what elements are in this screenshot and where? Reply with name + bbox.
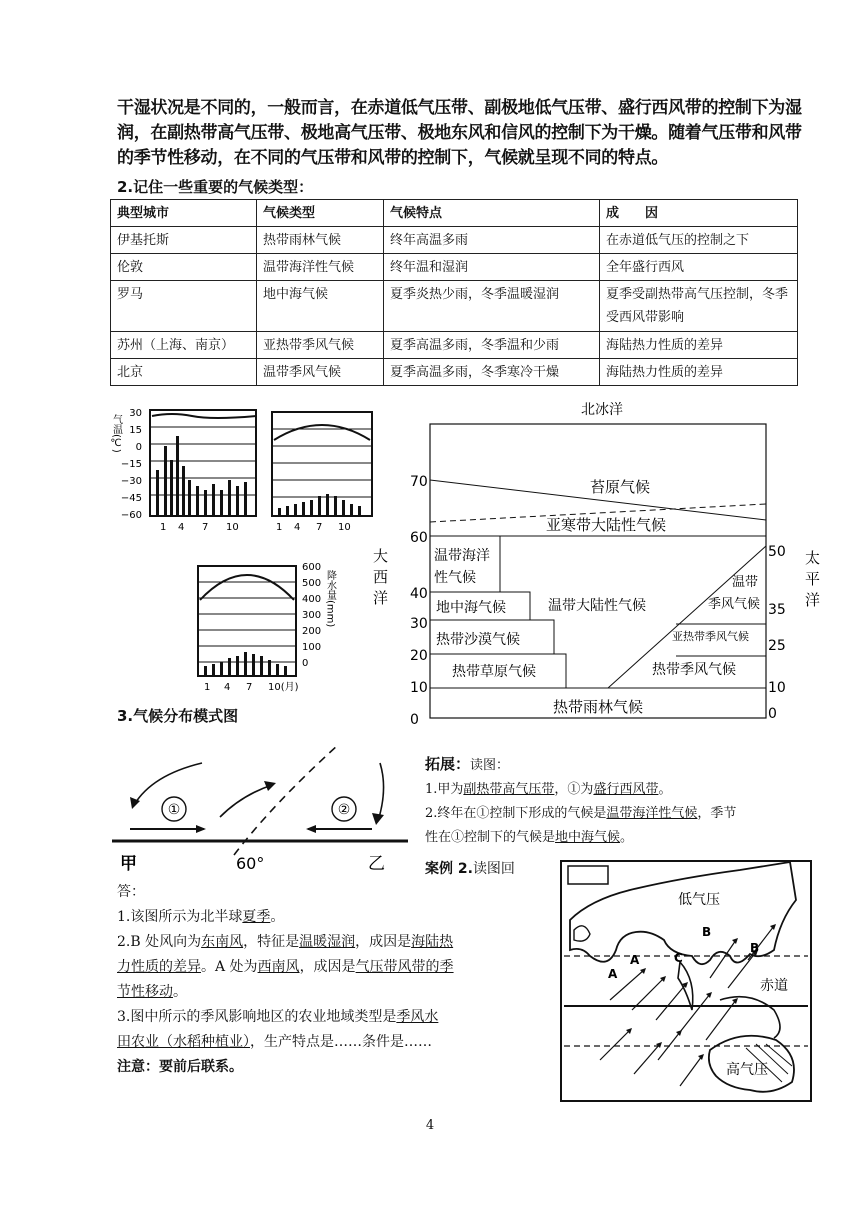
point-a-label: A <box>630 953 640 967</box>
case2-title-rest: 读图回 <box>472 861 515 877</box>
degree-label: 60° <box>236 854 265 873</box>
chart1-ylabel: 气温(℃) <box>110 414 122 453</box>
temperature-chart <box>110 408 256 533</box>
table-row <box>111 332 798 359</box>
ytick-label: 0 <box>135 442 142 453</box>
desert-label: 热带沙漠气候 <box>436 632 520 648</box>
temperate-monsoon-label-2: 季风气候 <box>708 597 761 612</box>
xtick-label: 4 <box>224 682 231 693</box>
ytick-label: 300 <box>302 610 322 621</box>
table-cell: 伊基托斯 <box>111 227 257 254</box>
text: 1.甲为 <box>425 782 464 797</box>
text: ，特征是 <box>243 934 300 950</box>
answer-text: 温暖湿润 <box>299 934 356 950</box>
table-row <box>111 281 798 332</box>
answer-text: 地中海气候 <box>555 830 621 845</box>
xtick-label: 1 <box>160 522 167 533</box>
circle-2-label: ② <box>337 802 351 818</box>
monsoon-map <box>560 860 812 1102</box>
table-cell: 伦敦 <box>111 254 257 281</box>
marine-label-1: 温带海洋 <box>434 548 490 564</box>
right-lat-label: 35 <box>768 602 786 618</box>
extend-block <box>425 752 815 850</box>
xtick-label: 4 <box>178 522 185 533</box>
table-cell: 地中海气候 <box>257 281 384 332</box>
xtick-label: 1 <box>276 522 283 533</box>
text: 3.图中所示的季风影响地区的农业地域类型是 <box>117 1009 397 1025</box>
answer-text: 气压带风带的季 <box>355 959 454 975</box>
yi-label: 乙 <box>368 854 385 874</box>
text: 2.终年在①控制下形成的气候是 <box>425 806 607 821</box>
point-b-label: B <box>702 925 712 939</box>
table-cell: 终年温和湿润 <box>384 254 600 281</box>
text: 。 <box>658 782 672 797</box>
ytick-label: 200 <box>302 626 322 637</box>
left-lat-label: 40 <box>410 586 428 602</box>
case2-title: 案例 2. <box>425 861 473 877</box>
extend-title: 拓展： <box>425 755 471 773</box>
ytick-label: 30 <box>129 408 142 419</box>
table-header-cell: 成 因 <box>600 200 798 227</box>
answer-text: 夏季 <box>242 909 271 925</box>
text: 。 <box>173 984 187 1000</box>
xtick-label: 10 <box>226 522 239 533</box>
ytick-label: −60 <box>120 510 142 521</box>
answer-text: 海陆热 <box>411 934 454 950</box>
temperate-monsoon-label-1: 温带 <box>732 575 759 590</box>
mediterranean-label: 地中海气候 <box>436 600 506 616</box>
tundra-label: 苔原气候 <box>589 478 651 496</box>
answer-text: 节性移动 <box>117 984 173 1000</box>
climate-chart-2 <box>272 412 372 533</box>
answer-label: 答： <box>117 884 145 900</box>
equator-label: 赤道 <box>760 978 788 994</box>
page-number: 4 <box>425 1118 435 1133</box>
table-cell: 苏州（上海、南京） <box>111 332 257 359</box>
xtick-label: 1 <box>204 682 211 693</box>
left-lat-label: 20 <box>410 648 428 664</box>
xtick-label: 10(月) <box>268 682 299 693</box>
table-cell: 亚热带季风气候 <box>257 332 384 359</box>
table-cell: 终年高温多雨 <box>384 227 600 254</box>
answer-text: 力性质的差异 <box>117 959 201 975</box>
ytick-label: 600 <box>302 562 322 573</box>
ytick-label: −15 <box>120 459 142 470</box>
left-lat-label: 10 <box>410 680 428 696</box>
xtick-label: 4 <box>294 522 301 533</box>
jia-label: 甲 <box>120 854 137 874</box>
climate-types-table <box>110 199 798 386</box>
temperate-continental-label: 温带大陆性气候 <box>548 598 646 614</box>
answer-text: 温带海洋性气候 <box>606 806 698 821</box>
table-cell: 温带海洋性气候 <box>257 254 384 281</box>
table-header-cell: 气候特点 <box>384 200 600 227</box>
climate-model-diagram <box>371 398 836 728</box>
case2-title-row <box>425 858 515 878</box>
intro-paragraph: 干湿状况是不同的，一般而言，在赤道低气压带、副极地低气压带、盛行西风带的控制下为湿润，在副热带高气压带、极地高气压带、极地东风和信风的控制下为干燥。随着气压带和风带的季节性移动，在不同的气压带和风带的控制下，气候就呈现不同的特点。 <box>117 98 802 168</box>
table-header-cell: 气候类型 <box>257 200 384 227</box>
section-3-heading: 3.气候分布模式图 <box>117 707 239 725</box>
text: ，生产特点是……条件是…… <box>250 1034 432 1050</box>
tropical-monsoon-label: 热带季风气候 <box>652 662 736 678</box>
answer-text: 东南风 <box>201 934 244 950</box>
extend-title-rest: 读图： <box>470 758 510 773</box>
table-cell: 夏季高温多雨，冬季温和少雨 <box>384 332 600 359</box>
left-lat-label: 70 <box>410 474 428 490</box>
ytick-label: 0 <box>302 658 309 669</box>
table-cell: 夏季受副热带高气压控制，冬季受西风带影响 <box>600 281 798 332</box>
ytick-label: −30 <box>120 476 142 487</box>
table-row <box>111 227 798 254</box>
xtick-label: 7 <box>202 522 209 533</box>
table-cell: 全年盛行西风 <box>600 254 798 281</box>
left-lat-label: 60 <box>410 530 428 546</box>
text: ，成因是 <box>299 959 356 975</box>
climate-charts-figure <box>112 400 397 700</box>
text: 。 <box>270 909 285 925</box>
arctic-ocean-label: 北冰洋 <box>581 402 623 418</box>
table-header-cell: 典型城市 <box>111 200 257 227</box>
left-lat-label: 0 <box>410 712 419 728</box>
rainforest-label: 热带雨林气候 <box>552 698 644 716</box>
answer-text: 季风水 <box>396 1009 439 1025</box>
text: 1.该图所示为北半球 <box>117 909 243 925</box>
text: 性在①控制下的气候是 <box>425 830 556 845</box>
xtick-label: 7 <box>316 522 323 533</box>
text: ，季节 <box>697 806 737 821</box>
right-lat-label: 0 <box>768 706 777 722</box>
table-cell: 夏季高温多雨，冬季寒冷干燥 <box>384 359 600 386</box>
ytick-label: 100 <box>302 642 322 653</box>
high-pressure-label: 高气压 <box>726 1062 768 1078</box>
text: ，①为 <box>554 782 594 797</box>
table-cell: 北京 <box>111 359 257 386</box>
atlantic-label: 大西洋 <box>371 548 389 611</box>
ytick-label: 500 <box>302 578 322 589</box>
table-cell: 海陆热力性质的差异 <box>600 332 798 359</box>
table-cell: 夏季炎热少雨，冬季温暖湿润 <box>384 281 600 332</box>
point-c-label: C <box>674 951 683 965</box>
circle-1-label: ① <box>167 802 181 818</box>
answer-text: 盛行西风带 <box>593 782 659 797</box>
point-b-label: B <box>750 941 760 955</box>
xtick-label: 10 <box>338 522 351 533</box>
table-cell: 海陆热力性质的差异 <box>600 359 798 386</box>
section-2-heading: 2.记住一些重要的气候类型： <box>117 178 314 196</box>
pacific-label: 太平洋 <box>803 550 821 613</box>
answer-text: 副热带高气压带 <box>463 782 555 797</box>
answer-text: 西南风 <box>257 959 300 975</box>
text: 。 <box>620 830 634 845</box>
subarctic-label: 亚寒带大陆性气候 <box>545 516 667 534</box>
right-lat-label: 10 <box>768 680 786 696</box>
right-lat-label: 50 <box>768 544 786 560</box>
table-cell: 罗马 <box>111 281 257 332</box>
ytick-label: 400 <box>302 594 322 605</box>
table-header-row <box>111 200 798 227</box>
ytick-label: −45 <box>120 493 142 504</box>
table-row <box>111 359 798 386</box>
low-pressure-label: 低气压 <box>678 892 720 908</box>
point-a-label: A <box>608 967 618 981</box>
table-row <box>111 254 798 281</box>
table-cell: 热带雨林气候 <box>257 227 384 254</box>
note-text: 注意：要前后联系。 <box>117 1059 243 1075</box>
table-cell: 温带季风气候 <box>257 359 384 386</box>
marine-label-2: 性气候 <box>434 570 476 586</box>
right-lat-label: 25 <box>768 638 786 654</box>
ytick-label: 15 <box>129 425 142 436</box>
answer-text: 田农业（水稻种植业） <box>117 1034 250 1050</box>
precipitation-chart <box>198 562 337 693</box>
table-cell: 在赤道低气压的控制之下 <box>600 227 798 254</box>
left-lat-label: 30 <box>410 616 428 632</box>
wind-belt-sketch <box>112 745 412 875</box>
chart3-ylabel: 降水量(mm) <box>324 570 336 628</box>
text: 。A 处为 <box>201 959 258 975</box>
text: ，成因是 <box>355 934 412 950</box>
text: 2.B 处风向为 <box>117 934 202 950</box>
savanna-label: 热带草原气候 <box>452 664 536 680</box>
xtick-label: 7 <box>246 682 253 693</box>
subtropical-monsoon-label: 亚热带季风气候 <box>672 630 749 643</box>
case2-answers <box>117 880 542 1080</box>
